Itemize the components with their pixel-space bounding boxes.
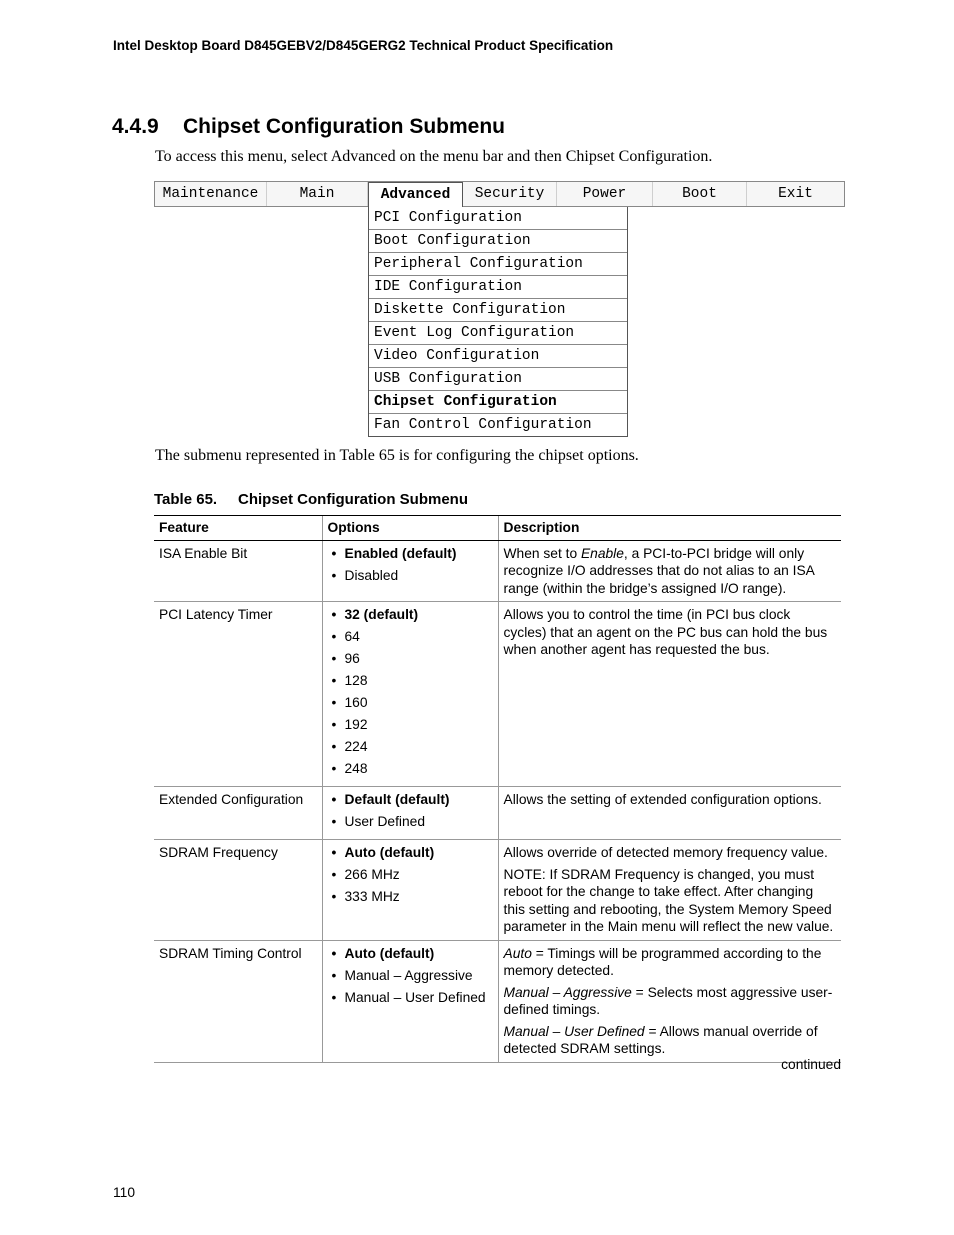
menu-tab-power[interactable]: Power [557,182,653,206]
option-item: • 192 [328,716,493,738]
description-paragraph [504,545,837,598]
feature-cell: SDRAM Timing Control [154,940,322,1062]
submenu-item-ide-configuration[interactable]: IDE Configuration [369,275,627,298]
option-item: • 333 MHz [328,888,493,910]
options-list [328,791,493,835]
description-text: Allows you to control the time (in PCI bus clock cycles) that an agent on the PC bus can hold the bus when another agent has requested the bus. [503,607,828,657]
options-list [328,945,493,1011]
menu-tab-security[interactable]: Security [463,182,557,206]
options-cell [322,940,498,1062]
submenu-item-peripheral-configuration[interactable]: Peripheral Configuration [369,252,627,275]
description-paragraph [504,606,837,659]
table-row [154,940,841,1062]
description-text: Allows override of detected memory frequency value. [503,845,828,860]
description-text: Allows the setting of extended configuration options. [503,792,822,807]
option-item: • 96 [328,650,493,672]
table-caption-title: Chipset Configuration Submenu [238,491,468,508]
column-header-feature: Feature [154,516,322,541]
option-item: • Default (default) [328,791,493,813]
column-header-options: Options [322,516,498,541]
submenu-item-video-configuration[interactable]: Video Configuration [369,344,627,367]
description-paragraph [504,945,837,980]
options-cell [322,602,498,787]
description-paragraph [504,844,837,862]
table-header-row [154,516,841,541]
option-item: • Auto (default) [328,945,493,967]
description-text: Manual – Aggressive [503,984,632,1000]
submenu-item-usb-configuration[interactable]: USB Configuration [369,367,627,390]
section-title: Chipset Configuration Submenu [183,115,505,138]
option-item: • 248 [328,760,493,782]
page-number: 110 [113,1185,135,1200]
description-cell [498,602,841,787]
option-item: • 160 [328,694,493,716]
description-paragraph [504,866,837,936]
option-item: • Enabled (default) [328,545,493,567]
description-cell [498,540,841,602]
description-text: When set to [503,545,581,561]
section-number: 4.4.9 [112,115,159,138]
table-body [154,540,841,1062]
column-header-description: Description [498,516,841,541]
option-item: • 128 [328,672,493,694]
bios-menu-bar [154,181,845,207]
menu-tab-boot[interactable]: Boot [653,182,747,206]
chipset-configuration-table [154,515,841,1063]
option-item: • 224 [328,738,493,760]
feature-cell: ISA Enable Bit [154,540,322,602]
menu-tab-advanced[interactable]: Advanced [368,182,463,209]
submenu-item-diskette-configuration[interactable]: Diskette Configuration [369,298,627,321]
option-item: • Manual – User Defined [328,989,493,1011]
menu-tab-main[interactable]: Main [267,182,368,206]
option-item: • Manual – Aggressive [328,967,493,989]
feature-cell: PCI Latency Timer [154,602,322,787]
description-text: = Selects most aggressive user-defined timings. [503,984,833,1017]
description-paragraph [504,984,837,1019]
options-cell [322,540,498,602]
option-item: • Disabled [328,567,493,589]
option-item: • Auto (default) [328,844,493,866]
option-item: • 32 (default) [328,606,493,628]
table-row [154,787,841,840]
submenu-item-pci-configuration[interactable]: PCI Configuration [374,210,522,226]
description-cell [498,940,841,1062]
document-header-title: Intel Desktop Board D845GEBV2/D845GERG2 Technical Product Specification [113,38,614,53]
description-text: Enable [580,545,624,561]
table-caption [154,491,468,508]
feature-cell: SDRAM Frequency [154,840,322,941]
table-row [154,602,841,787]
options-cell [322,840,498,941]
description-cell [498,840,841,941]
submenu-intro-paragraph: The submenu represented in Table 65 is for configuring the chipset options. [155,447,639,464]
description-text: , a PCI-to-PCI bridge will only recognize I/O addresses that do not alias to an ISA range (within the bridge’s assigned I/O range). [503,545,815,596]
advanced-submenu [368,207,628,437]
options-list [328,844,493,910]
option-item: • User Defined [328,813,493,835]
options-cell [322,787,498,840]
description-text: Auto [503,945,532,961]
description-text: Manual – User Defined [503,1023,645,1039]
submenu-item-event-log-configuration[interactable]: Event Log Configuration [369,321,627,344]
options-list [328,606,493,782]
feature-cell: Extended Configuration [154,787,322,840]
intro-paragraph: To access this menu, select Advanced on the menu bar and then Chipset Configuration. [155,148,713,165]
submenu-item-chipset-configuration[interactable]: Chipset Configuration [369,390,627,413]
menu-tab-maintenance[interactable]: Maintenance [155,182,267,206]
option-item: • 266 MHz [328,866,493,888]
submenu-item-boot-configuration[interactable]: Boot Configuration [369,229,627,252]
description-paragraph [504,1023,837,1058]
table-caption-number: Table 65. [154,491,218,508]
section-heading [112,115,505,139]
menu-tab-exit[interactable]: Exit [778,186,813,202]
description-text: = Allows manual override of detected SDRAM settings. [503,1023,818,1056]
description-cell [498,787,841,840]
description-text: = Timings will be programmed according to the memory detected. [503,945,822,978]
submenu-item-fan-control-configuration[interactable]: Fan Control Configuration [369,413,627,436]
table-row [154,840,841,941]
option-item: • 64 [328,628,493,650]
options-list [328,545,493,589]
description-text: NOTE: If SDRAM Frequency is changed, you must reboot for the change to take effect. After changing this setting and rebooting, the System Memory Speed parameter in the Main menu will reflect the new value. [503,866,834,934]
table-row [154,540,841,602]
description-paragraph [504,791,837,809]
continued-label: continued [781,1057,841,1072]
